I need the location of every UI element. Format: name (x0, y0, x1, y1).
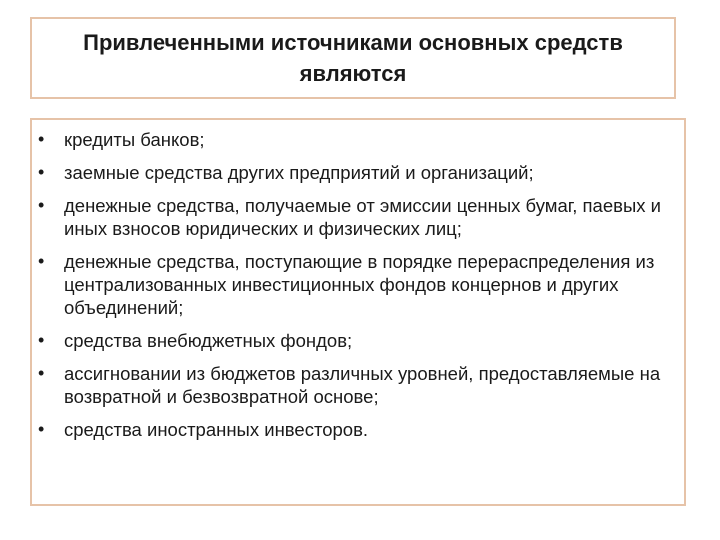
list-item-text: заемные средства других предприятий и организаций; (64, 162, 534, 183)
list-item (38, 194, 672, 240)
bullet-icon: • (38, 129, 45, 149)
list-item-text: ассигновании из бюджетов различных уровней, предоставляемые на возвратной и безвозвратной основе; (64, 363, 661, 407)
slide-title: Привлеченными источниками основных средств являются (83, 30, 623, 86)
bullet-icon: • (38, 363, 45, 383)
title-box (30, 17, 676, 99)
bullet-icon: • (38, 419, 45, 439)
list-item-text: кредиты банков; (64, 129, 205, 150)
list-item-text: денежные средства, получаемые от эмиссии ценных бумаг, паевых и иных взносов юридических и физических лиц; (64, 195, 661, 239)
bullet-icon: • (38, 251, 45, 271)
bullet-icon: • (38, 330, 45, 350)
list-item-text: средства иностранных инвесторов. (64, 419, 369, 440)
bullet-list (32, 120, 684, 441)
bullet-icon: • (38, 162, 45, 182)
list-item (38, 329, 672, 352)
bullet-icon: • (38, 195, 45, 215)
list-item (38, 418, 672, 441)
list-item (38, 128, 672, 151)
content-box (30, 118, 686, 506)
list-item (38, 250, 672, 319)
list-item (38, 161, 672, 184)
list-item (38, 362, 672, 408)
list-item-text: средства внебюджетных фондов; (64, 330, 353, 351)
list-item-text: денежные средства, поступающие в порядке перераспределения из централизованных инвестиционных фондов концернов и других объединений; (64, 251, 655, 318)
